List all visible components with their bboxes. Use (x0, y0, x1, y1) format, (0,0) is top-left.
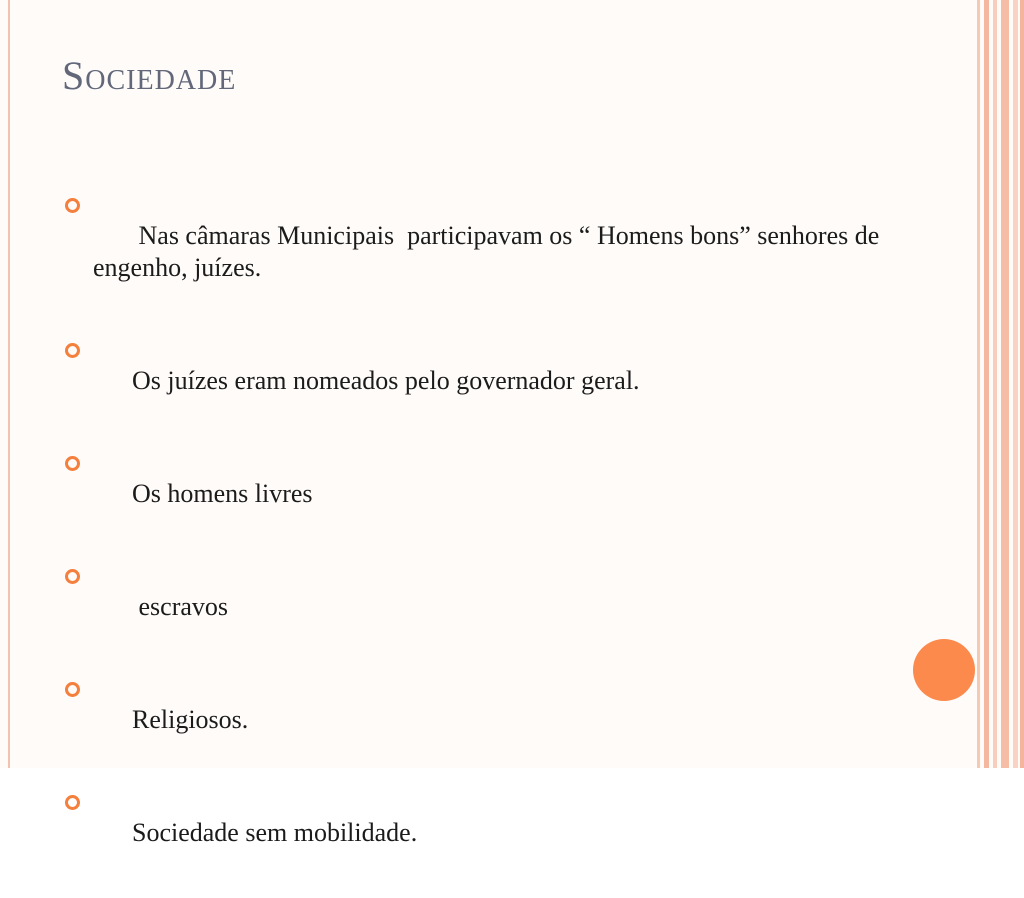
right-stripe (1020, 0, 1024, 768)
right-stripe (993, 0, 997, 768)
decorative-circle (913, 639, 975, 701)
bullet-text: Nas câmaras Municipais participavam os “ Homens bons” senhores de engenho, juízes. (93, 221, 886, 282)
bullet-text: escravos (132, 592, 229, 621)
right-stripe (1013, 0, 1018, 768)
bullet-item (62, 188, 942, 316)
right-stripe (1001, 0, 1009, 768)
bullet-item (62, 785, 942, 881)
right-stripe (977, 0, 980, 768)
bullet-text: Os juízes eram nomeados pelo governador geral. (132, 366, 640, 395)
circle-bullet-icon (65, 682, 80, 697)
bullet-text: Sociedade sem mobilidade. (132, 818, 418, 847)
slide-title: Sociedade (62, 53, 237, 98)
circle-bullet-icon (65, 456, 80, 471)
bullet-text: Os homens livres (132, 479, 313, 508)
bullet-item (62, 672, 942, 768)
bullet-text: Religiosos. (132, 705, 249, 734)
bullet-item (62, 446, 942, 542)
circle-bullet-icon (65, 795, 80, 810)
bullet-item (62, 333, 942, 429)
bullet-list (62, 188, 942, 898)
right-stripe (984, 0, 989, 768)
bullet-item (62, 559, 942, 655)
circle-bullet-icon (65, 198, 80, 213)
left-border-line (8, 0, 10, 768)
circle-bullet-icon (65, 343, 80, 358)
circle-bullet-icon (65, 569, 80, 584)
